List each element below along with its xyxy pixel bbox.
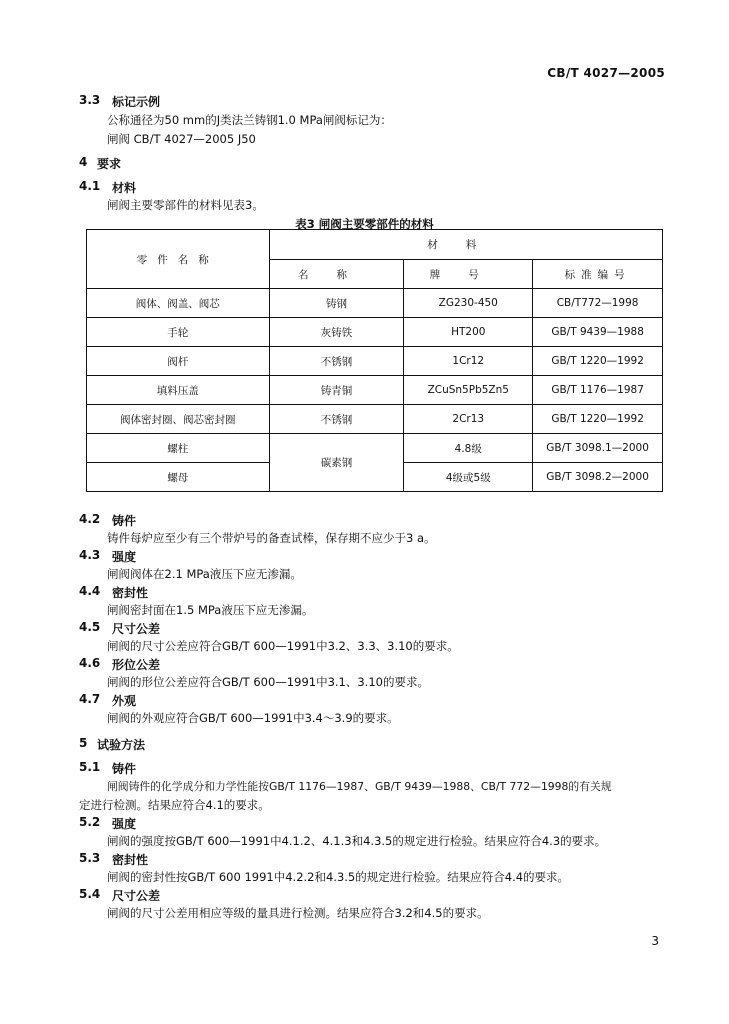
sec-4-number: 4 (79, 155, 88, 169)
cell-name: 铸钢 (269, 289, 404, 318)
header-standard: 标准编号 (533, 260, 663, 289)
sec-4-2-title: 铸件 (112, 514, 137, 528)
sec-4-5-body: 闸阀的尺寸公差应符合GB/T 600—1991中3.2、3.3、3.10的要求。 (107, 639, 459, 653)
sec-4-4-title: 密封性 (112, 586, 149, 600)
cell-grade: 2Cr13 (404, 405, 533, 434)
sec-5-number: 5 (79, 736, 88, 750)
standard-code: CB/T 4027—2005 (547, 66, 665, 80)
sec-4-2-number: 4.2 (79, 512, 101, 526)
header-part-name: 零件名称 (87, 230, 270, 289)
sec-4-3-title: 强度 (112, 550, 137, 564)
sec-5-title: 试验方法 (97, 738, 146, 752)
cell-grade: 1Cr12 (404, 347, 533, 376)
page-number: 3 (651, 934, 659, 948)
cell-part: 螺柱 (87, 434, 270, 463)
cell-part: 阀杆 (87, 347, 270, 376)
sec-4-title: 要求 (97, 157, 122, 171)
cell-part: 填料压盖 (87, 376, 270, 405)
sec-5-3-title: 密封性 (112, 853, 149, 867)
cell-grade: 4级或5级 (404, 463, 533, 492)
sec-4-1-title: 材料 (112, 181, 137, 195)
sec-4-3-body: 闸阀阀体在2.1 MPa液压下应无渗漏。 (107, 567, 302, 581)
cell-standard: CB/T772—1998 (533, 289, 663, 318)
cell-grade: 4.8级 (404, 434, 533, 463)
table-row (87, 376, 663, 405)
cell-grade: ZCuSn5Pb5Zn5 (404, 376, 533, 405)
sec-3-3-line1: 公称通径为50 mm的J类法兰铸钢1.0 MPa闸阀标记为： (107, 113, 392, 127)
table-row (87, 318, 663, 347)
sec-3-3-number: 3.3 (79, 93, 101, 107)
sec-5-4-number: 5.4 (79, 887, 101, 901)
sec-5-3-body: 闸阀的密封性按GB/T 600 1991中4.2.2和4.3.5的规定进行检验。结果应符合4.4的要求。 (107, 870, 570, 884)
cell-standard: GB/T 1220—1992 (533, 347, 663, 376)
sec-4-5-number: 4.5 (79, 620, 101, 634)
sec-5-4-body: 闸阀的尺寸公差用相应等级的量具进行检测。结果应符合3.2和4.5的要求。 (107, 906, 489, 920)
cell-part: 阀体密封圈、阀芯密封圈 (87, 405, 270, 434)
sec-4-1-body: 闸阀主要零部件的材料见表3。 (107, 198, 264, 212)
sec-3-3-line2: 闸阀 CB/T 4027—2005 J50 (107, 132, 256, 146)
cell-grade: ZG230-450 (404, 289, 533, 318)
cell-grade: HT200 (404, 318, 533, 347)
sec-4-4-body: 闸阀密封面在1.5 MPa液压下应无渗漏。 (107, 603, 314, 617)
sec-4-6-body: 闸阀的形位公差应符合GB/T 600—1991中3.1、3.10的要求。 (107, 675, 429, 689)
sec-3-3-title: 标记示例 (112, 95, 161, 109)
cell-name: 不锈钢 (269, 347, 404, 376)
cell-name-merged: 碳素钢 (269, 434, 404, 492)
sec-5-1-number: 5.1 (79, 760, 101, 774)
cell-name: 铸青铜 (269, 376, 404, 405)
sec-4-5-title: 尺寸公差 (112, 622, 161, 636)
table-row (87, 405, 663, 434)
sec-5-2-title: 强度 (112, 817, 137, 831)
sec-4-4-number: 4.4 (79, 584, 101, 598)
header-name: 名称 (269, 260, 404, 289)
table-row (87, 289, 663, 318)
sec-4-2-body: 铸件每炉应至少有三个带炉号的备查试棒，保存期不应少于3 a。 (107, 531, 436, 545)
sec-5-4-title: 尺寸公差 (112, 889, 161, 903)
cell-part: 手轮 (87, 318, 270, 347)
sec-4-6-title: 形位公差 (112, 658, 161, 672)
cell-name: 灰铸铁 (269, 318, 404, 347)
table-row (87, 347, 663, 376)
material-table (86, 229, 663, 492)
header-grade: 牌号 (404, 260, 533, 289)
sec-4-7-number: 4.7 (79, 692, 101, 706)
cell-standard: GB/T 3098.1—2000 (533, 434, 663, 463)
sec-5-1-body2: 定进行检测。结果应符合4.1的要求。 (79, 798, 270, 812)
sec-5-1-body1: 闸阀铸件的化学成分和力学性能按GB/T 1176—1987、GB/T 9439—1988、CB/T 772—1998的有关规 (107, 780, 612, 793)
cell-standard: GB/T 9439—1988 (533, 318, 663, 347)
header-material: 材料 (269, 230, 662, 260)
table-3-caption: 表3 闸阀主要零部件的材料 (295, 217, 434, 231)
sec-5-2-body: 闸阀的强度按GB/T 600—1991中4.1.2、4.1.3和4.3.5的规定进行检验。结果应符合4.3的要求。 (107, 834, 607, 848)
table-row (87, 434, 663, 463)
cell-name: 不锈钢 (269, 405, 404, 434)
sec-4-3-number: 4.3 (79, 548, 101, 562)
sec-4-1-number: 4.1 (79, 179, 101, 193)
sec-5-3-number: 5.3 (79, 851, 101, 865)
sec-4-7-title: 外观 (112, 694, 137, 708)
cell-standard: GB/T 1176—1987 (533, 376, 663, 405)
sec-4-6-number: 4.6 (79, 656, 101, 670)
cell-part: 阀体、阀盖、阀芯 (87, 289, 270, 318)
sec-4-7-body: 闸阀的外观应符合GB/T 600—1991中3.4～3.9的要求。 (107, 711, 399, 725)
sec-5-1-title: 铸件 (112, 762, 137, 776)
sec-5-2-number: 5.2 (79, 815, 101, 829)
cell-part: 螺母 (87, 463, 270, 492)
cell-standard: GB/T 1220—1992 (533, 405, 663, 434)
cell-standard: GB/T 3098.2—2000 (533, 463, 663, 492)
